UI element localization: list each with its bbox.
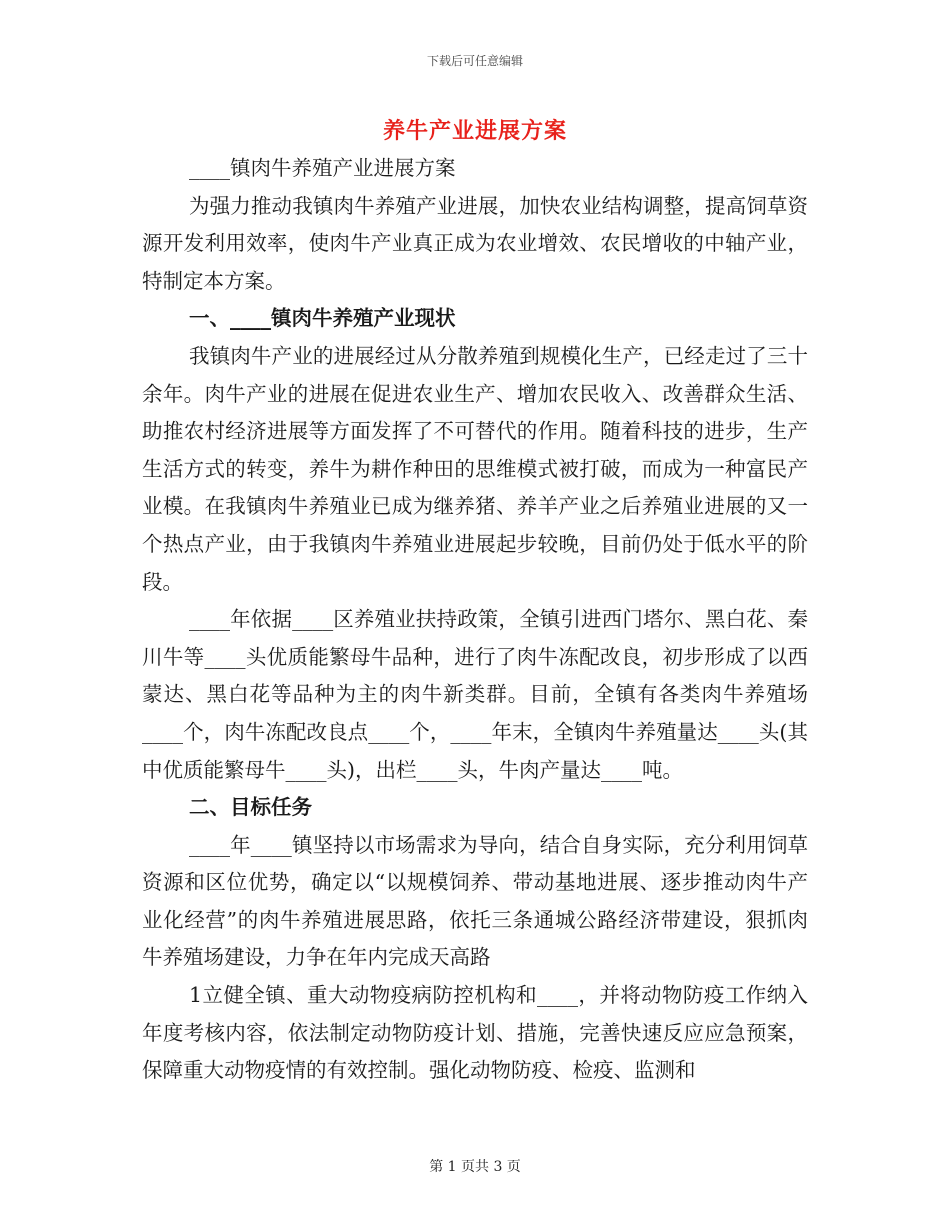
intro-paragraph: 为强力推动我镇肉牛养殖产业进展，加快农业结构调整，提高饲草资源开发利用效率，使肉牛产业真正成为农业增效、农民增收的中轴产业，特制定本方案。 xyxy=(142,193,808,293)
statistics-paragraph: ____年依据____区养殖业扶持政策，全镇引进西门塔尔、黑白花、秦川牛等____头优质能繁母牛品种，进行了肉牛冻配改良，初步形成了以西蒙达、黑白花等品种为主的肉牛新类群。目前，全镇有各类肉牛养殖场____个，肉牛冻配改良点____个，____年末，全镇肉牛养殖量达____头(其中优质能繁母牛____头)，出栏____头，牛肉产量达____吨。 xyxy=(142,607,808,782)
page-header-note: 下载后可任意编辑 xyxy=(426,54,523,68)
goals-paragraph: ____年____镇坚持以市场需求为导向，结合自身实际，充分利用饲草资源和区位优势，确定以“以规模饲养、带动基地进展、逐步推动肉牛产业化经营”的肉牛养殖进展思路，依托三条通城公路经济带建设，狠抓肉牛养殖场建设，力争在年内完成天高路 xyxy=(142,832,808,970)
document-body xyxy=(142,150,808,1090)
page-footer: 第 1 页共 3 页 xyxy=(429,1159,521,1175)
section-heading-status: 一、____镇肉牛养殖产业现状 xyxy=(189,306,456,331)
measures-paragraph: 1立健全镇、重大动物疫病防控机构和____，并将动物防疫工作纳入年度考核内容，依法制定动物防疫计划、措施，完善快速反应应急预案，保障重大动物疫情的有效控制。强化动物防疫、检疫、监测和 xyxy=(142,983,808,1083)
status-paragraph: 我镇肉牛产业的进展经过从分散养殖到规模化生产，已经走过了三十余年。肉牛产业的进展在促进农业生产、增加农民收入、改善群众生活、助推农村经济进展等方面发挥了不可替代的作用。随着科技的进步，生产生活方式的转变，养牛为耕作种田的思维模式被打破，而成为一种富民产业模。在我镇肉牛养殖业已成为继养猪、养羊产业之后养殖业进展的又一个热点产业，由于我镇肉牛养殖业进展起步较晚，目前仍处于低水平的阶段。 xyxy=(142,343,808,594)
section-heading-goals: 二、目标任务 xyxy=(189,795,312,820)
document-title: 养牛产业进展方案 xyxy=(382,118,567,144)
subtitle-paragraph: ____镇肉牛养殖产业进展方案 xyxy=(189,156,456,180)
